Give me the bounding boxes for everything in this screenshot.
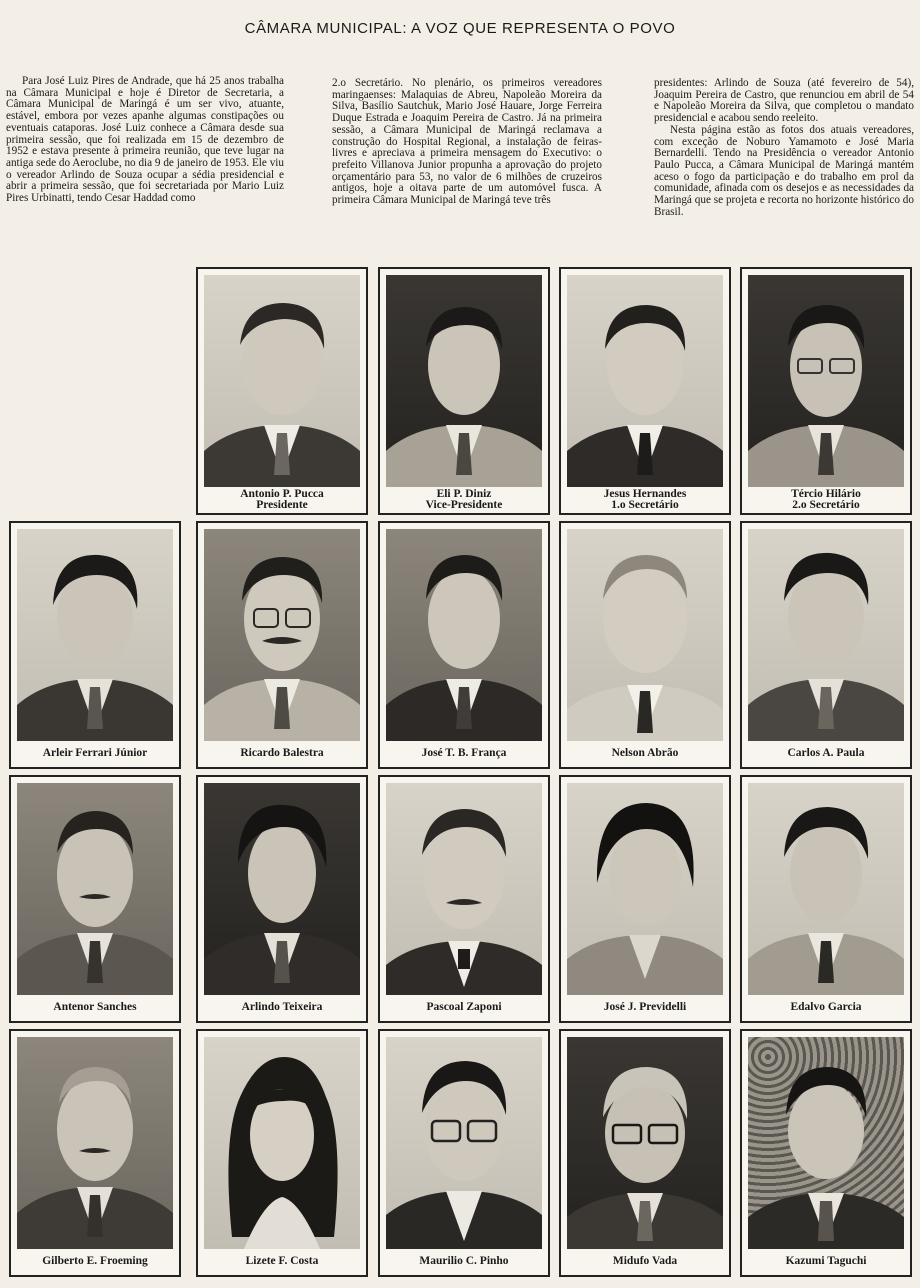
portrait-caption <box>561 1249 729 1275</box>
portrait-photo <box>748 529 904 741</box>
portrait-photo <box>748 783 904 995</box>
portrait-card <box>9 775 181 1023</box>
portrait-photo <box>386 1037 542 1249</box>
portrait-name: Maurilio C. Pinho <box>419 1255 509 1268</box>
portrait-caption <box>198 1249 366 1275</box>
portrait-caption <box>561 995 729 1021</box>
article-text <box>6 76 914 266</box>
portrait-photo <box>17 783 173 995</box>
portrait-photo <box>567 275 723 487</box>
portrait-photo <box>204 529 360 741</box>
portrait-name: Tércio Hilário <box>791 487 861 500</box>
portrait-card <box>378 1029 550 1277</box>
portrait-name: Pascoal Zaponi <box>426 1001 502 1014</box>
portrait-photo <box>204 275 360 487</box>
portrait-photo <box>17 1037 173 1249</box>
portrait-role: 1.o Secretário <box>611 499 679 511</box>
portrait-caption <box>198 741 366 767</box>
portrait-caption <box>742 741 910 767</box>
portrait-name: Carlos A. Paula <box>787 747 865 760</box>
portrait-photo <box>17 529 173 741</box>
portrait-photo <box>204 1037 360 1249</box>
portrait-caption <box>198 995 366 1021</box>
portrait-name: Arlindo Teixeira <box>241 1001 323 1014</box>
portrait-photo <box>567 529 723 741</box>
portrait-caption <box>11 1249 179 1275</box>
portrait-name: Edalvo Garcia <box>790 1001 862 1014</box>
portrait-card <box>9 1029 181 1277</box>
portrait-name: José J. Previdelli <box>603 1001 687 1014</box>
portrait-name: Gilberto E. Froeming <box>42 1255 148 1268</box>
portrait-photo <box>748 1037 904 1249</box>
portrait-name: Midufo Vada <box>612 1255 678 1268</box>
portrait-caption <box>742 1249 910 1275</box>
portrait-caption <box>742 995 910 1021</box>
portrait-card <box>740 775 912 1023</box>
portrait-card <box>740 521 912 769</box>
portrait-name: Antenor Sanches <box>53 1001 137 1014</box>
portrait-role: 2.o Secretário <box>792 499 860 511</box>
portrait-caption <box>561 741 729 767</box>
portrait-role: Vice-Presidente <box>425 499 503 511</box>
portrait-caption <box>380 487 548 513</box>
portrait-card <box>559 521 731 769</box>
portrait-caption <box>561 487 729 513</box>
article-paragraph: 2.o Secretário. No plenário, os primeiros vereadores maringaenses: Malaquias de Abreu, Napoleão Moreira da Silva, Basílio Sautchuk, Mario José Hauare, Jorge Ferreira Duque Estrada e Joaquim Pereira de Castro. Já na primeira sessão, a Câmara Municipal de Maringá reclamava a construção do Hospital Regional, a instalação de feiras-livres e apreciava a primeira mensagem do Executivo: o prefeito Villanova Junior propunha a aprovação do projeto orçamentário para 53, no valor de 6 milhões de cruzeiros antigos, hoje a oitava parte de um automóvel fusca. A primeira Câmara Municipal de Maringá teve três <box>332 77 602 207</box>
article-column-3 <box>654 78 914 218</box>
portrait-card <box>378 267 550 515</box>
portrait-name: José T. B. França <box>421 747 507 760</box>
portrait-card <box>559 267 731 515</box>
portrait-caption <box>380 1249 548 1275</box>
portrait-name: Kazumi Taguchi <box>785 1255 867 1268</box>
portrait-card <box>196 267 368 515</box>
portrait-caption <box>11 741 179 767</box>
portrait-card <box>196 775 368 1023</box>
portrait-name: Lizete F. Costa <box>245 1255 319 1268</box>
article-paragraph: presidentes: Arlindo de Souza (até fevereiro de 54), Joaquim Pereira de Castro, que renunciou em abril de 54 e Napoleão Moreira da Silva, que completou o mandato presidencial e acabou sendo reeleito. <box>654 77 914 125</box>
portrait-name: Ricardo Balestra <box>240 747 324 760</box>
portrait-caption <box>380 995 548 1021</box>
portrait-card <box>740 1029 912 1277</box>
portrait-card <box>740 267 912 515</box>
portrait-name: Eli P. Diniz <box>436 487 492 500</box>
portrait-photo <box>386 275 542 487</box>
portrait-card <box>378 521 550 769</box>
portrait-caption <box>198 487 366 513</box>
page-title: CÂMARA MUNICIPAL: A VOZ QUE REPRESENTA O POVO <box>244 20 676 38</box>
portrait-card <box>559 1029 731 1277</box>
article-column-2 <box>332 78 602 207</box>
portrait-card <box>559 775 731 1023</box>
portrait-name: Arleir Ferrari Júnior <box>42 747 148 760</box>
portrait-photo <box>567 1037 723 1249</box>
portrait-card <box>196 521 368 769</box>
portrait-photo <box>567 783 723 995</box>
portrait-name: Jesus Hernandes <box>603 487 687 500</box>
portrait-card <box>196 1029 368 1277</box>
portrait-photo <box>748 275 904 487</box>
portrait-caption <box>380 741 548 767</box>
article-column-1 <box>6 76 284 205</box>
portrait-name: Antonio P. Pucca <box>240 487 324 500</box>
article-paragraph: Para José Luiz Pires de Andrade, que há 25 anos trabalha na Câmara Municipal e hoje é Diretor de Secretaria, a Câmara Municipal de Maringá é um ser vivo, atuante, estável, embora por vezes apanhe algumas constipações ou eventuais cataporas. José Luiz conhece a Câmara desde sua primeira sessão, que foi realizada em 15 de dezembro de 1952 e estava presente à primeira reunião, que teve lugar na antiga sede do Aeroclube, no dia 9 de janeiro de 1953. Ele viu o vereador Arlindo de Souza ocupar a sédia presidencial e abrir a primeira sessão, que foi secretariada por Mario Luiz Pires Urbinatti, tendo Cesar Haddad como <box>6 75 284 205</box>
article-paragraph: Nesta página estão as fotos dos atuais vereadores, com exceção de Noburo Yamamoto e José Maria Bernardelli. Tendo na Presidência o vereador Antonio Paulo Pucca, a Câmara Municipal de Maringá mantém aceso o fogo da participação e do trabalho em prol da comunidade, afinada com os desejos e as necessidades da Maringá que se projeta e recorta no horizonte histórico do Brasil. <box>654 123 914 218</box>
portrait-caption <box>11 995 179 1021</box>
portrait-role: Presidente <box>256 499 308 511</box>
portrait-caption <box>742 487 910 513</box>
portrait-name: Nelson Abrão <box>611 747 679 760</box>
portrait-photo <box>386 783 542 995</box>
portrait-photo <box>386 529 542 741</box>
portrait-card <box>378 775 550 1023</box>
portrait-photo <box>204 783 360 995</box>
portrait-card <box>9 521 181 769</box>
